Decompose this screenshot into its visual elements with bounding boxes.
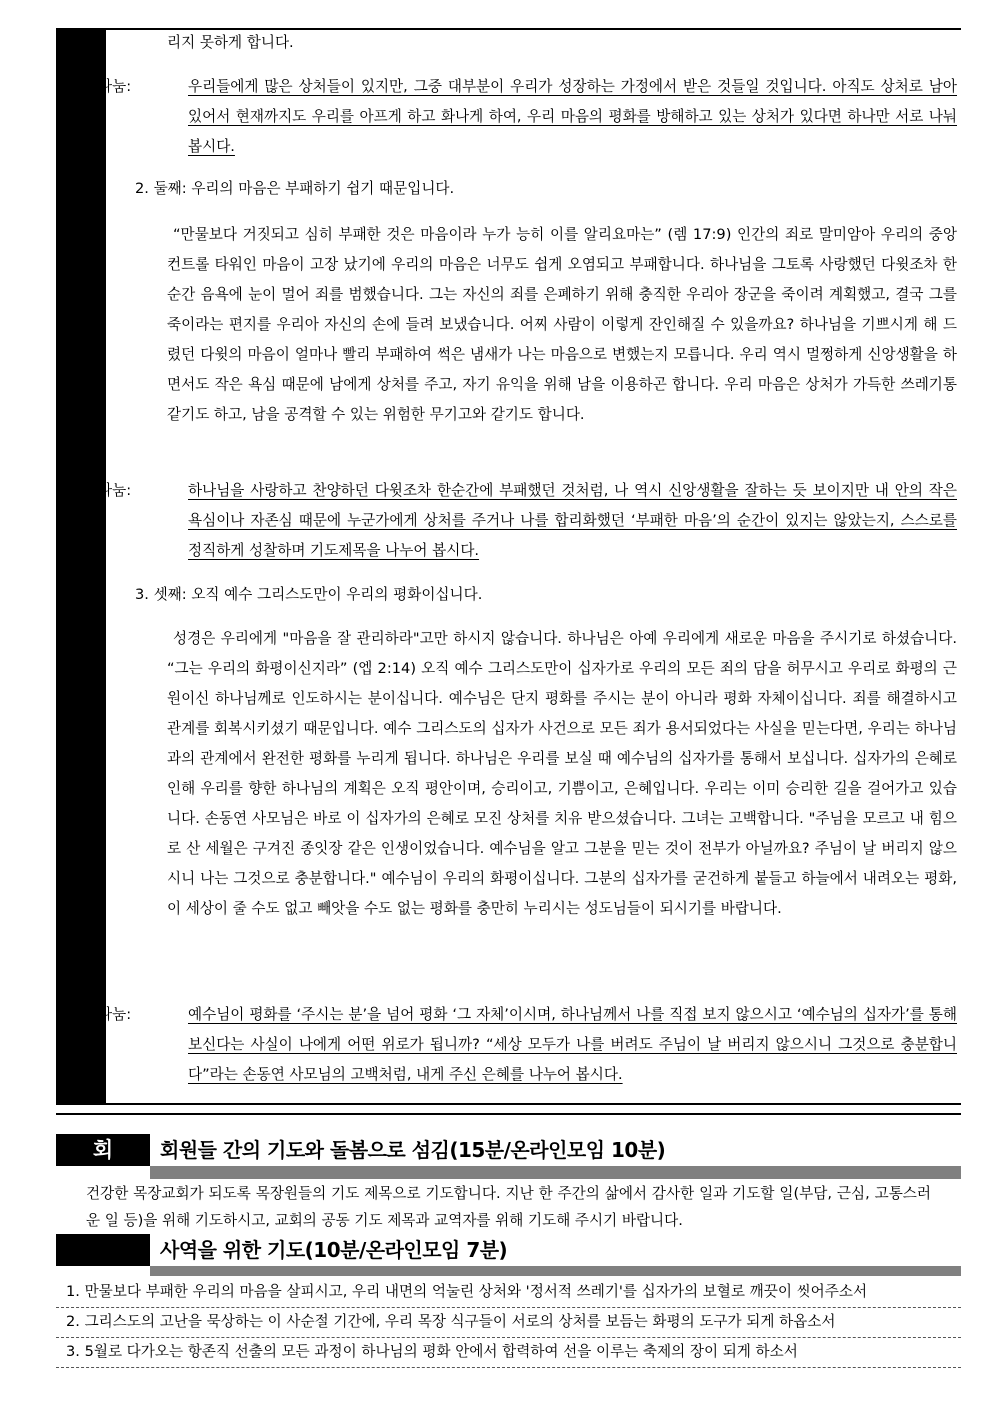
prayer-item: 3. 5월로 다가오는 항존직 선출의 모든 과정이 하나님의 평화 안에서 합력하여 선을 이루는 축제의 장이 되게 하소서 — [56, 1338, 961, 1368]
share-label: 나눔: — [98, 482, 132, 499]
left-margin-bar — [56, 28, 106, 1103]
share-question-3 — [98, 1000, 957, 1090]
section-badge — [56, 1234, 150, 1266]
share-question-2 — [98, 476, 957, 566]
share-text: 하나님을 사랑하고 찬양하던 다윗조차 한순간에 부패했던 것처럼, 나 역시 신앙생활을 잘하는 듯 보이지만 내 안의 작은 욕심이나 자존심 때문에 누군가에게 상처를 주거나 나를 합리화했던 ‘부패한 마음’의 순간이 있지는 않았는지, 스스로를 정직하게 성찰하며 기도제목을 나누어 봅시다. — [188, 482, 957, 559]
continued-text: 리지 못하게 합니다. — [167, 34, 294, 51]
point-2-heading: 2. 둘째: 우리의 마음은 부패하기 쉽기 때문입니다. — [135, 180, 455, 197]
share-label: 나눔: — [98, 1006, 132, 1023]
ministry-prayer-list — [56, 1278, 961, 1368]
share-question-1 — [98, 72, 957, 162]
section-title-underbar — [150, 1266, 961, 1276]
prayer-item: 1. 만물보다 부패한 우리의 마음을 살피시고, 우리 내면의 억눌린 상처와 '정서적 쓰레기'를 십자가의 보혈로 깨끗이 씻어주소서 — [56, 1278, 961, 1308]
section-title: 회원들 간의 기도와 돌봄으로 섬김(15분/온라인모임 10분) — [160, 1138, 666, 1162]
point-3-body: 성경은 우리에게 "마음을 잘 관리하라"고만 하시지 않습니다. 하나님은 아예 우리에게 새로운 마음을 주시기로 하셨습니다. “그는 우리의 화평이신지라” (엡 2:14) 오직 예수 그리스도만이 십자가로 우리의 모든 죄의 담을 허무시고 우리로 화평의 근원이신 하나님께로 인도하시는 분이십니다. 예수님은 단지 평화를 주시는 분이 아니라 평화 자체이십니다. 죄를 해결하시고 관계를 회복시키셨기 때문입니다. 예수 그리스도의 십자가 사건으로 모든 죄가 용서되었다는 사실을 믿는다면, 우리는 하나님과의 관계에서 완전한 평화를 누리게 됩니다. 하나님은 우리를 보실 때 예수님의 십자가를 통해서 보십니다. 십자가의 은혜로 인해 우리를 향한 하나님의 계획은 오직 평안이며, 승리이고, 기쁨이고, 은혜입니다. 우리는 이미 승리한 길을 걸어가고 있습니다. 손동연 사모님은 바로 이 십자가의 은혜로 모진 상처를 치유 받으셨습니다. 그녀는 고백합니다. "주님을 모르고 내 힘으로 산 세월은 구겨진 종잇장 같은 인생이었습니다. 예수님을 알고 그분을 믿는 것이 전부가 아닐까요? 주님이 날 버리지 않으시니 나는 그것으로 충분합니다." 예수님이 우리의 화평이십니다. 그분의 십자가를 굳건하게 붙들고 하늘에서 내려오는 평화, 이 세상이 줄 수도 없고 빼앗을 수도 없는 평화를 충만히 누리시는 성도님들이 되시기를 바랍니다. — [167, 630, 957, 917]
section-title: 사역을 위한 기도(10분/온라인모임 7분) — [160, 1238, 508, 1262]
section-badge: 회 — [56, 1134, 150, 1166]
share-label: 나눔: — [98, 78, 132, 95]
point-2-body: “만물보다 거짓되고 심히 부패한 것은 마음이라 누가 능히 이를 알리요마는” (렘 17:9) 인간의 죄로 말미암아 우리의 중앙 컨트롤 타워인 마음이 고장 났기에 우리의 마음은 너무도 쉽게 오염되고 부패합니다. 하나님을 그토록 사랑했던 다윗조차 한순간 음욕에 눈이 멀어 죄를 범했습니다. 그는 자신의 죄를 은폐하기 위해 충직한 우리아 장군을 죽이려 계획했고, 결국 그를 죽이라는 편지를 우리아 자신의 손에 들려 보냈습니다. 어찌 사람이 이렇게 잔인해질 수 있을까요? 하나님을 기쁘시게 해 드렸던 다윗의 마음이 얼마나 빨리 부패하여 썩은 냄새가 나는 마음으로 변했는지 모릅니다. 우리 역시 멀쩡하게 신앙생활을 하면서도 작은 욕심 때문에 남에게 상처를 주고, 자기 유익을 위해 남을 이용하곤 합니다. 우리 마음은 상처가 가득한 쓰레기통 같기도 하고, 남을 공격할 수 있는 위험한 무기고와 같기도 합니다. — [167, 226, 957, 423]
point-3-heading: 3. 셋째: 오직 예수 그리스도만이 우리의 평화이십니다. — [135, 586, 483, 603]
share-text: 우리들에게 많은 상처들이 있지만, 그중 대부분이 우리가 성장하는 가정에서 받은 것들일 것입니다. 아직도 상처로 남아 있어서 현재까지도 우리를 아프게 하고 화나게 하여, 우리 마음의 평화를 방해하고 있는 상처가 있다면 하나만 서로 나눠 봅시다. — [188, 78, 957, 155]
section-divider — [56, 1103, 961, 1105]
fellowship-prayer-text: 건강한 목장교회가 되도록 목장원들의 기도 제목으로 기도합니다. 지난 한 주간의 삶에서 감사한 일과 기도할 일(부담, 근심, 고통스러운 일 등)을 위해 기도하시고, 교회의 공동 기도 제목과 교역자를 위해 기도해 주시기 바랍니다. — [86, 1185, 931, 1229]
section-divider — [56, 1113, 961, 1115]
prayer-item: 2. 그리스도의 고난을 묵상하는 이 사순절 기간에, 우리 목장 식구들이 서로의 상처를 보듬는 화평의 도구가 되게 하옵소서 — [56, 1308, 961, 1338]
share-text: 예수님이 평화를 ‘주시는 분’을 넘어 평화 ‘그 자체’이시며, 하나님께서 나를 직접 보지 않으시고 ‘예수님의 십자가’를 통해 보신다는 사실이 나에게 어떤 위로가 됩니까? “세상 모두가 나를 버려도 주님이 날 버리지 않으시니 그것으로 충분합니다”라는 손동연 사모님의 고백처럼, 내게 주신 은혜를 나누어 봅시다. — [188, 1006, 957, 1083]
section-title-underbar — [150, 1166, 961, 1179]
